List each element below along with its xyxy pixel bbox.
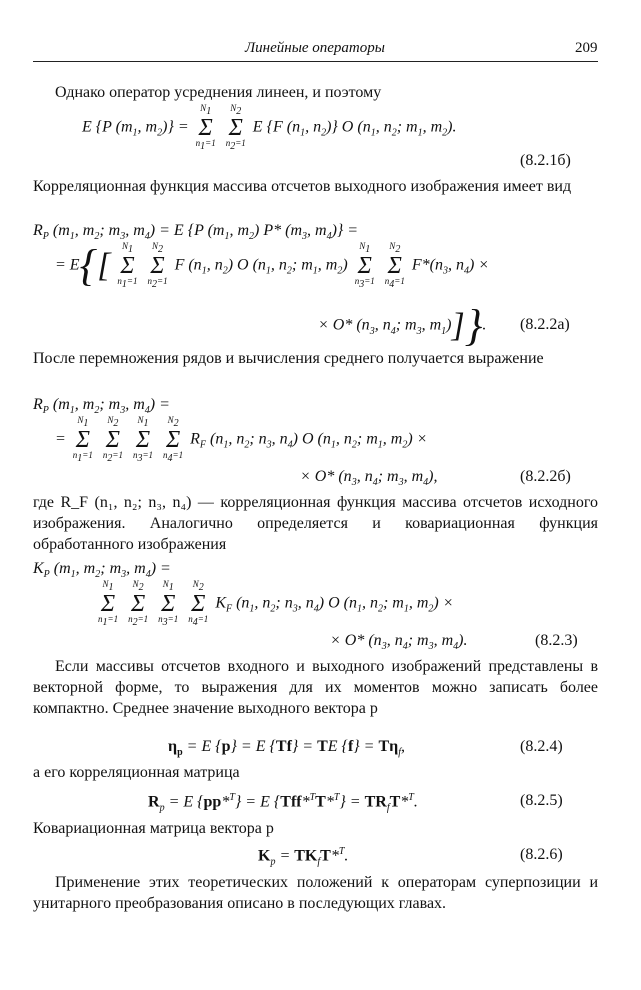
equation-label-8-2-6: (8.2.6) bbox=[520, 846, 563, 863]
equation-8-2-3-line3: × O* ($n_3$, $n_4$; $m_3$, $m_4$). bbox=[330, 632, 468, 653]
page-number: 209 bbox=[575, 40, 598, 56]
equation-label-8-2-2b: (8.2.2б) bbox=[520, 468, 571, 485]
equation-8-2-1b: E {P ($m_1$, $m_2$)} = $N_1$ Σ $n_1=1$ $N_2$ Σ $n_2=1$ E {F ($n_1$, $n_2$)} O ($n_1$, $n_2$; $m_1$, $m_2$). bbox=[82, 103, 457, 152]
equation-label-8-2-5: (8.2.5) bbox=[520, 792, 563, 809]
equation-8-2-2a-line3: × O* ($n_3$, $n_4$; $m_3$, $m_1$)]}. bbox=[318, 301, 487, 350]
equation-label-8-2-3: (8.2.3) bbox=[535, 632, 578, 649]
equation-8-2-5: $R_p = E$ {pp*$^T$} = E $\{Tff*^TT*^T\} = TR_fT*^T$. bbox=[148, 792, 418, 814]
paragraph-1: Однако оператор усреднения линеен, и поэтому bbox=[55, 84, 382, 101]
equation-label-8-2-4: (8.2.4) bbox=[520, 738, 563, 755]
equation-8-2-2a-line2: = E{[ $N_1$ Σ $n_1=1$ $N_2$ Σ $n_2=1$ F ($n_1$, $n_2$) O ($n_1$, $n_2$; $m_1$, $m_2$) $N_1$ Σ $n_3=1$ $N_2$ Σ $n_4=1$ $F*(n_3$, $n_4$) × bbox=[55, 240, 490, 290]
equation-8-2-6: $K_p = TK_fT*^T$. bbox=[258, 846, 349, 868]
equation-8-2-2a-line1: $R_P$ ($m_1$, $m_2$; $m_3$, $m_4) = E$ {P ($m_1$, $m_2$) P* ($m_3$, $m_4$)} = bbox=[33, 222, 359, 243]
equation-label-8-2-2a: (8.2.2а) bbox=[520, 316, 570, 333]
equation-8-2-2b-line3: × O* ($n_3$, $n_4$; $m_3$, $m_4$), bbox=[300, 468, 438, 489]
paragraph-3: После перемножения рядов и вычисления среднего получается выражение bbox=[33, 350, 544, 367]
paragraph-8: Применение этих теоретических положений к операторам суперпозиции и унитарного преобразования описано в последующих главах. bbox=[33, 874, 598, 912]
paragraph-5: Если массивы отсчетов входного и выходного изображений представлены в векторной форме, то выражения для их моментов можно записать более компактно. Среднее значение выходного вектора p bbox=[33, 658, 598, 717]
equation-8-2-3-line2: $N_1$ Σ $n_1=1$ $N_2$ Σ $n_2=1$ $N_1$ Σ $n_3=1$ $N_2$ Σ $n_4=1$ $K_F$ ($n_1$, $n_2$; $n_3$, $n_4$) O ($n_1$, $n_2$; $m_1$, $m_2$) × bbox=[98, 579, 454, 628]
equation-label-8-2-1b: (8.2.1б) bbox=[520, 152, 571, 169]
running-header-title: Линейные операторы bbox=[245, 40, 385, 56]
header-rule bbox=[33, 61, 598, 62]
equation-8-2-2b-line2: = $N_1$ Σ $n_1=1$ $N_2$ Σ $n_2=1$ $N_1$ Σ $n_3=1$ $N_2$ Σ $n_4=1$ $R_F$ ($n_1$, $n_2$; $n_3$, $n_4$) O ($n_1$, $n_2$; $m_1$, $m_2$) × bbox=[55, 415, 428, 464]
equation-8-2-2b-line1: $R_P$ ($m_1$, $m_2$; $m_3$, $m_4$) = bbox=[33, 396, 170, 417]
paragraph-4: где R_F (n₁, n₂; n₃, n₄) — корреляционная функция массива отсчетов исходного изображения. Аналогично определяется и ковариационная функция обработанного изображения bbox=[33, 494, 598, 553]
equation-8-2-3-line1: $K_P$ ($m_1$, $m_2$; $m_3$, $m_4$) = bbox=[33, 560, 171, 581]
paragraph-2: Корреляционная функция массива отсчетов выходного изображения имеет вид bbox=[33, 178, 572, 195]
paragraph-6: а его корреляционная матрица bbox=[33, 764, 240, 781]
equation-8-2-4: $\eta_p = E$ {p} = E {Tf} = TE $\{f\} = T\eta_f$, bbox=[168, 738, 406, 759]
paragraph-7: Ковариационная матрица вектора p bbox=[33, 820, 274, 837]
